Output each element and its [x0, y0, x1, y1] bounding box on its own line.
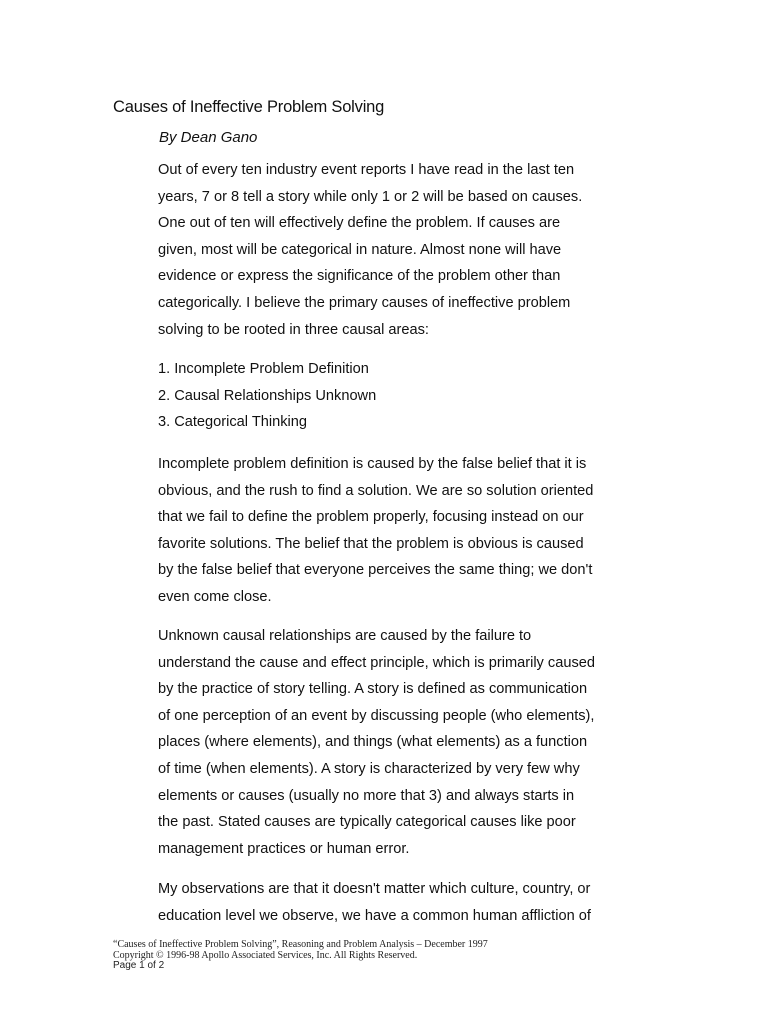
paragraph-line: obvious, and the rush to find a solution. We are so solution oriented — [158, 482, 594, 499]
paragraph-line: of time (when elements). A story is characterized by very few why — [158, 760, 580, 777]
footer-page-number: Page 1 of 2 — [113, 960, 165, 971]
paragraph-line: education level we observe, we have a common human affliction of — [158, 907, 591, 924]
list-item: 1. Incomplete Problem Definition — [158, 361, 369, 377]
causal-areas-list — [158, 356, 618, 436]
paragraph-causal-relationships — [158, 623, 618, 862]
document-title: Causes of Ineffective Problem Solving — [113, 98, 385, 116]
footer-copyright: Copyright © 1996-98 Apollo Associated Services, Inc. All Rights Reserved. — [113, 949, 418, 961]
paragraph-line: management practices or human error. — [158, 840, 410, 857]
paragraph-line: places (where elements), and things (what elements) as a function — [158, 734, 588, 751]
page-footer — [113, 940, 488, 972]
paragraph-observations — [158, 876, 618, 929]
paragraph-line: even come close. — [158, 588, 272, 605]
paragraph-line: Incomplete problem definition is caused by the false belief that it is — [158, 456, 587, 472]
paragraph-line: elements or causes (usually no more that 3) and always starts in — [158, 787, 575, 804]
paragraph-line: My observations are that it doesn't matter which culture, country, or — [158, 881, 591, 897]
paragraph-line: by the false belief that everyone perceives the same thing; we don't — [158, 562, 593, 579]
paragraph-line: the past. Stated causes are typically categorical causes like poor — [158, 814, 576, 831]
paragraph-line: Out of every ten industry event reports I have read in the last ten — [158, 162, 575, 178]
paragraph-line: years, 7 or 8 tell a story while only 1 or 2 will be based on causes. — [158, 188, 583, 205]
document-author: By Dean Gano — [159, 129, 258, 146]
paragraph-line: categorically. I believe the primary causes of ineffective problem — [158, 294, 571, 311]
paragraph-intro — [158, 157, 618, 343]
paragraph-line: favorite solutions. The belief that the problem is obvious is caused — [158, 535, 584, 552]
paragraph-line: solving to be rooted in three causal areas: — [158, 321, 429, 338]
list-item: 2. Causal Relationships Unknown — [158, 387, 377, 404]
paragraph-line: by the practice of story telling. A story is defined as communication — [158, 681, 588, 698]
footer-citation: “Causes of Ineffective Problem Solving”, Reasoning and Problem Analysis – December 1997 — [113, 939, 488, 950]
paragraph-line: that we fail to define the problem properly, focusing instead on our — [158, 509, 584, 526]
paragraph-problem-definition — [158, 451, 618, 611]
paragraph-line: given, most will be categorical in nature. Almost none will have — [158, 241, 562, 258]
paragraph-line: One out of ten will effectively define the problem. If causes are — [158, 215, 561, 232]
paragraph-line: Unknown causal relationships are caused by the failure to — [158, 628, 532, 644]
paragraph-line: of one perception of an event by discussing people (who elements), — [158, 707, 595, 724]
paragraph-line: evidence or express the significance of the problem other than — [158, 268, 561, 285]
paragraph-line: understand the cause and effect principle, which is primarily caused — [158, 654, 595, 671]
list-item: 3. Categorical Thinking — [158, 414, 307, 431]
